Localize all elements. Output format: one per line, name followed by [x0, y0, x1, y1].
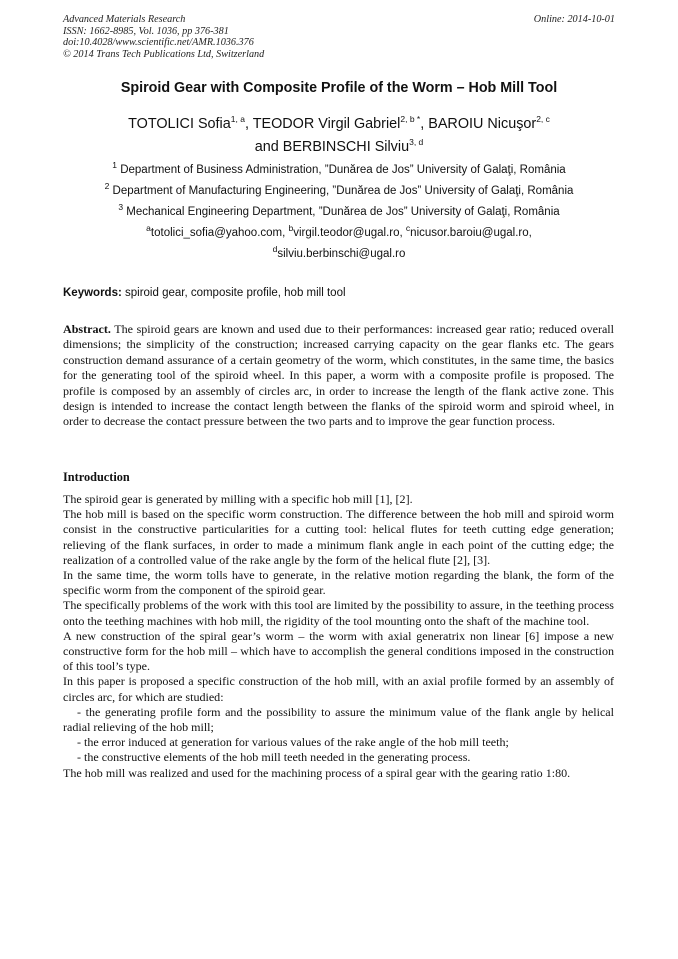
- author-list: [0, 113, 678, 159]
- author-line-2: [0, 136, 678, 159]
- issn-line: ISSN: 1662-8985, Vol. 1036, pp 376-381: [63, 25, 229, 37]
- author-name: TOTOLICI Sofia: [128, 116, 231, 132]
- author-line-1: TOTOLICI Sofia$^{1, a}$, TEODOR Virgil Gabriel$^{2, b *}$, BAROIU Nicuşor$^{2, c}$: [128, 114, 550, 132]
- affiliation-1: [0, 160, 678, 176]
- abstract: [63, 322, 614, 430]
- introduction-body: [63, 492, 614, 781]
- author-name: TEODOR Virgil Gabriel: [252, 116, 401, 132]
- list-item: - the constructive elements of the hob mill teeth needed in the generating process.: [77, 750, 471, 765]
- paragraph: In the same time, the worm tolls have to generate, in the relative motion regarding the blank, the form of the specific worm from the component of the spiroid gear.: [63, 568, 614, 598]
- affiliation-text: Department of Manufacturing Engineering, ”Dunărea de Jos” University of Galaţi, România: [112, 185, 574, 197]
- email-address[interactable]: nicusor.baroiu@ugal.ro,: [410, 227, 532, 239]
- paragraph: The spiroid gear is generated by milling with a specific hob mill [1], [2].: [63, 492, 413, 506]
- affiliation-2: [0, 181, 678, 197]
- keywords: [63, 287, 346, 299]
- email-address[interactable]: silviu.berbinschi@ugal.ro: [277, 248, 406, 260]
- list-item: - the error induced at generation for various values of the rake angle of the hob mill teeth;: [77, 735, 509, 750]
- abstract-text: The spiroid gears are known and used due to their performances: increased gear ratio; reduced overall dimensions; the simplicity of the construction; increased carrying capacity on the gear flanks etc. The gears construction demand assurance of a certain geometry of the worm, which constitutes, in the same time, the basics for the generating tool of the spiroid wheel. In this paper, a worm with a composite profile is proposed. The profile is composed by an assembly of circles arc, in order to increase the length of the flank active zone. This design is intended to increase the contact length between the flanks of the spiroid worm and spiroid wheel, in order to decrease the contact pressure between the two parts and to improve the gear function process.: [63, 322, 614, 429]
- affiliation-3: [0, 202, 678, 218]
- abstract-label: Abstract.: [63, 322, 111, 336]
- online-date: Online: 2014-10-01: [533, 14, 615, 25]
- email-address[interactable]: totolici_sofia@yahoo.com,: [150, 227, 289, 239]
- running-header: [63, 14, 615, 60]
- section-heading-introduction: Introduction: [63, 470, 130, 484]
- affiliation-sup: 1: [112, 160, 117, 171]
- journal-name: Advanced Materials Research: [63, 14, 186, 25]
- affiliation-text: Mechanical Engineering Department, ”Dunărea de Jos” University of Galaţi, România: [126, 206, 560, 218]
- affiliation-sup: 2: [104, 181, 110, 192]
- doi-line: doi:10.4028/www.scientific.net/AMR.1036.376: [63, 37, 254, 49]
- email-line-1: [0, 223, 678, 239]
- and-word: and: [254, 139, 279, 155]
- email-sup: c: [405, 223, 411, 234]
- email-sup: d: [272, 244, 278, 255]
- author-sup: 3, d: [409, 137, 424, 148]
- paragraph: In this paper is proposed a specific construction of the hob mill, with an axial profile formed by an assembly of circles arc, for which are studied:: [63, 674, 614, 704]
- paragraph: The hob mill is based on the specific worm construction. The difference between the hob mill and spiroid worm consist in the constructive particularities for a cutting tool: helical flutes for teeth cutting edge generation; relieving of the flank surfaces, in order to made a minimum flank angle in each point of the cutting edge; the realization of a controlled value of the rake angle by the form of the helical flute [2], [3].: [63, 507, 614, 567]
- list-item: - the generating profile form and the possibility to assure the minimum value of the flank angle by helical radial relieving of the hob mill;: [63, 704, 614, 735]
- email-address[interactable]: virgil.teodor@ugal.ro,: [293, 227, 406, 239]
- author-sup: 2, b *: [400, 114, 421, 125]
- author-name: BAROIU Nicuşor: [428, 116, 537, 132]
- paper-title: Spiroid Gear with Composite Profile of the Worm – Hob Mill Tool: [120, 80, 558, 96]
- paragraph: The hob mill was realized and used for the machining process of a spiral gear with the gearing ratio 1:80.: [63, 765, 571, 780]
- author-sup: 1, a: [230, 114, 245, 125]
- paragraph: A new construction of the spiral gear’s worm – the worm with axial generatrix non linear [6] impose a new constructive form for the hob mill – which have to accomplish the general conditions imposed in the construction of this tool’s type.: [63, 628, 614, 674]
- author-sup: 2, c: [536, 114, 550, 125]
- keywords-label: Keywords:: [63, 287, 122, 299]
- email-line-2: [0, 244, 678, 260]
- copyright-line: © 2014 Trans Tech Publications Ltd, Switzerland: [63, 48, 265, 60]
- author-name: BERBINSCHI Silviu: [282, 139, 410, 155]
- email-sup: a: [146, 223, 151, 234]
- keywords-text: spiroid gear, composite profile, hob mill tool: [121, 287, 346, 299]
- email-sup: b: [288, 223, 294, 234]
- affiliation-sup: 3: [118, 202, 124, 213]
- paragraph: The specifically problems of the work with this tool are limited by the possibility to assure, in the teething process onto the teething machines with hob mill, the rigidity of the tool mounting onto the shaft of the machine tool.: [63, 598, 614, 628]
- affiliation-text: Department of Business Administration, ”Dunărea de Jos” University of Galaţi, România: [120, 164, 566, 176]
